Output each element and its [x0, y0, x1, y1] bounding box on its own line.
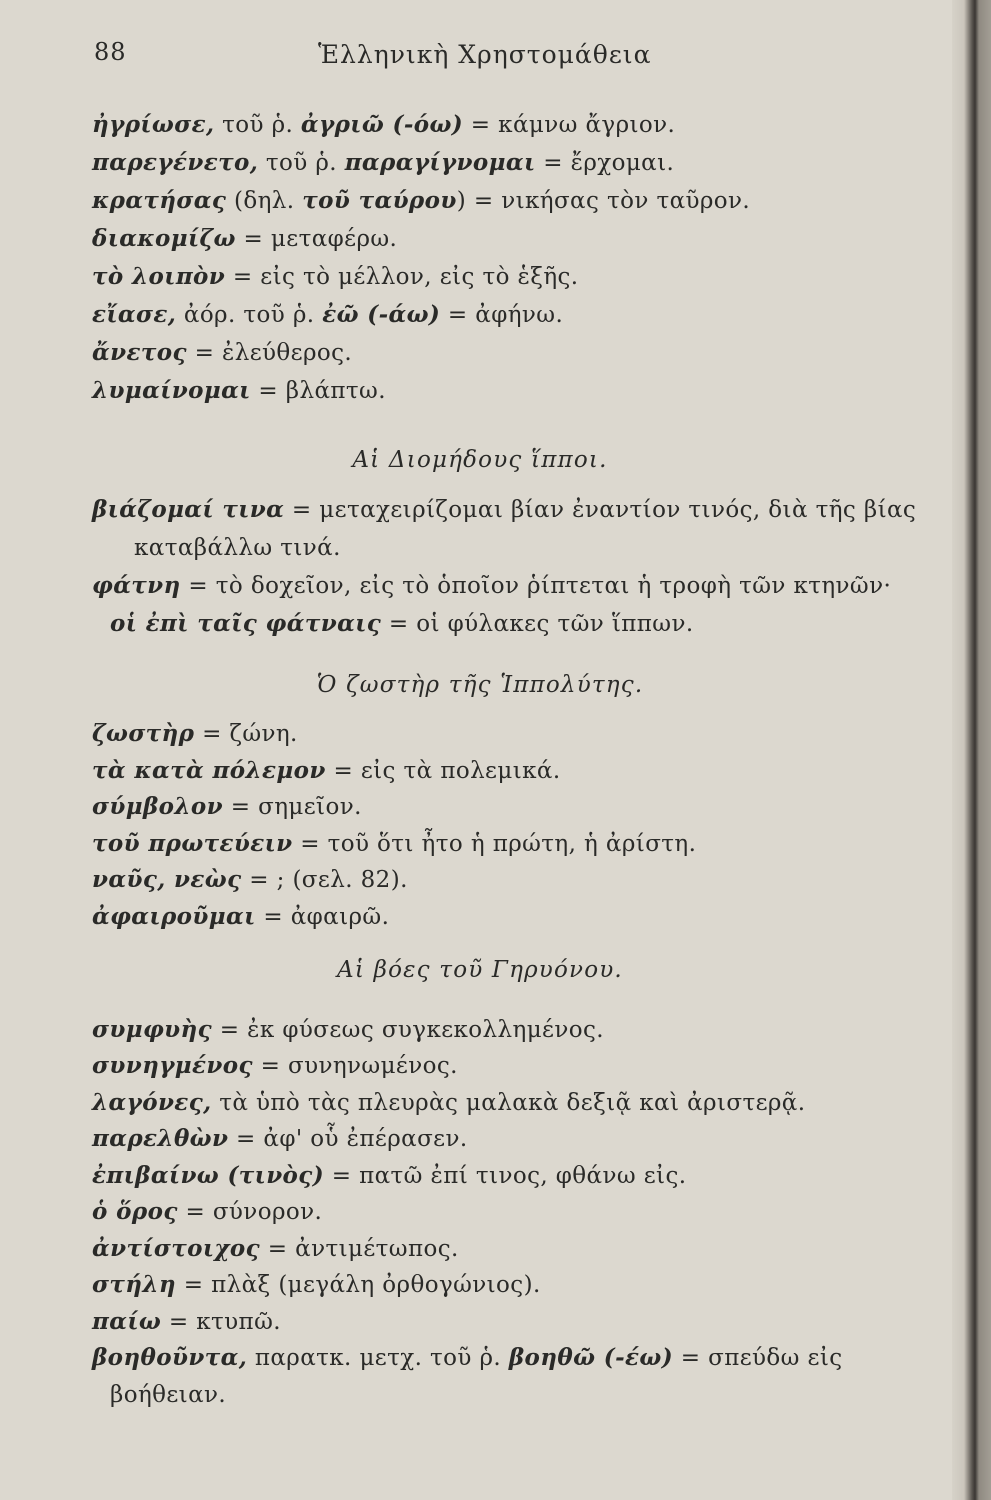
- definition-text: = τὸ δοχεῖον, εἰς τὸ ὁποῖον ῥίπτεται ἡ τροφὴ τῶν κτηνῶν·: [180, 573, 892, 599]
- definition-text: = κτυπῶ.: [161, 1308, 281, 1335]
- glossary-entry: [92, 372, 952, 410]
- definition-text: = σύνορον.: [177, 1199, 323, 1226]
- entry-line: [92, 605, 952, 643]
- glossary-entry: [92, 862, 952, 899]
- glossary-entry: [92, 1048, 952, 1085]
- glossary-entry: [92, 1304, 952, 1341]
- entry-line: [92, 106, 952, 144]
- glossary-entry: [92, 220, 952, 258]
- glossary-entry: [92, 1085, 952, 1122]
- definition-text: τοῦ ῥ.: [258, 150, 345, 176]
- entry-line: [92, 1121, 952, 1158]
- headword: εἴασε,: [92, 301, 177, 328]
- headword: βοηθῶ (-έω): [508, 1344, 674, 1372]
- glossary-entry: [92, 182, 952, 220]
- entry-line: [92, 491, 952, 529]
- glossary-entry: [92, 258, 952, 296]
- headword: παρεγένετο,: [92, 149, 259, 176]
- definition-text: = ; (σελ. 82).: [241, 867, 408, 894]
- section-heading: Αἱ Διομήδους ἵπποι.: [352, 447, 608, 473]
- definition-text: = συνηνωμένος.: [252, 1053, 458, 1080]
- definition-text: = κάμνω ἄγριον.: [463, 112, 676, 138]
- glossary-section: [92, 665, 952, 936]
- headword: λαγόνες,: [92, 1088, 212, 1116]
- section-heading: Αἱ βόες τοῦ Γηρυόνου.: [337, 956, 623, 983]
- headword: βοηθοῦντα,: [92, 1344, 248, 1372]
- definition-text: = ἔρχομαι.: [535, 150, 675, 176]
- definition-text: = εἰς τὰ πολεμικά.: [325, 757, 561, 784]
- headword: τοῦ πρωτεύειν: [92, 829, 293, 857]
- definition-text: τοῦ ῥ.: [214, 112, 301, 138]
- glossary: [92, 106, 952, 1413]
- entry-line: [92, 1048, 952, 1085]
- headword: ὁ ὅρος: [92, 1198, 178, 1226]
- definition-text: = βλάπτω.: [250, 378, 386, 404]
- entry-line: [92, 220, 952, 258]
- glossary-entry: [92, 1158, 952, 1195]
- definition-text: = ἐλεύθερος.: [186, 340, 353, 366]
- glossary-entry: [92, 334, 952, 372]
- glossary-entry: [92, 1194, 952, 1231]
- definition-text: = ἀφ' οὗ ἐπέρασεν.: [228, 1126, 468, 1153]
- glossary-entry: [92, 1231, 952, 1268]
- headword: τοῦ ταύρου: [302, 187, 457, 214]
- headword: ἐπιβαίνω (τινὸς): [92, 1161, 324, 1189]
- entry-line: [92, 182, 952, 220]
- entry-line: [92, 529, 952, 567]
- entry-line: [92, 826, 952, 863]
- headword: παίω: [92, 1307, 162, 1335]
- headword: ζωστὴρ: [92, 720, 195, 747]
- entry-line: [92, 862, 952, 899]
- definition-text: = σημεῖον.: [223, 794, 362, 821]
- page-number: 88: [94, 38, 127, 66]
- headword: τὸ λοιπὸν: [92, 263, 226, 290]
- headword: κρατήσας: [92, 187, 227, 214]
- glossary-entry: [92, 296, 952, 334]
- headword: διακομίζω: [92, 225, 236, 252]
- headword: σύμβολον: [92, 793, 223, 821]
- definition-text: = ζώνη.: [194, 721, 298, 747]
- definition-text: = μεταχειρίζομαι βίαν ἐναντίον τινός, διὰ τῆς βίας: [284, 497, 917, 523]
- glossary-entry: [92, 899, 952, 936]
- definition-text: καταβάλλω τινά.: [134, 535, 341, 561]
- entry-line: [92, 1267, 952, 1304]
- glossary-entry: [92, 567, 952, 643]
- definition-text: παρατκ. μετχ. τοῦ ῥ.: [247, 1345, 509, 1372]
- definition-text: = ἀντιμέτωπος.: [260, 1235, 459, 1262]
- glossary-entry: [92, 144, 952, 182]
- headword: συμφυὴς: [92, 1015, 213, 1043]
- definition-text: τὰ ὑπὸ τὰς πλευρὰς μαλακὰ δεξιᾷ καὶ ἀριστερᾷ.: [211, 1089, 806, 1116]
- headword: λυμαίνομαι: [92, 377, 251, 404]
- glossary-entry: [92, 106, 952, 144]
- headword: παραγίγνομαι: [344, 149, 536, 176]
- glossary-entry: [92, 789, 952, 826]
- headword: τὰ κατὰ πόλεμον: [92, 756, 326, 784]
- glossary-entry: [92, 1121, 952, 1158]
- glossary-entry: [92, 491, 952, 567]
- definition-text: = οἱ φύλακες τῶν ἵππων.: [381, 611, 694, 637]
- entry-line: [92, 899, 952, 936]
- headword: φάτνη: [92, 572, 181, 599]
- entry-line: [92, 1304, 952, 1341]
- definition-text: = μεταφέρω.: [235, 226, 398, 252]
- entry-line: [92, 372, 952, 410]
- section-heading: Ὁ ζωστὴρ τῆς Ἱππολύτης.: [316, 672, 644, 698]
- glossary-section: [92, 106, 952, 410]
- entry-line: [92, 1158, 952, 1195]
- headword: ἀγριῶ (-όω): [300, 111, 464, 138]
- running-title: Ἑλληνικὴ Χρηστομάθεια: [318, 40, 652, 69]
- entry-line: [92, 1340, 952, 1377]
- glossary-entry: [92, 1267, 952, 1304]
- glossary-entry: [92, 716, 952, 753]
- glossary-section: [92, 440, 952, 643]
- glossary-entry: [92, 826, 952, 863]
- definition-text: = πλὰξ (μεγάλη ὀρθογώνιος).: [176, 1272, 541, 1299]
- page-edge: [952, 0, 991, 1500]
- entry-line: [92, 334, 952, 372]
- headword: παρελθὼν: [92, 1125, 229, 1153]
- headword: στήλη: [92, 1271, 177, 1299]
- headword: ναῦς, νεὼς: [92, 866, 242, 894]
- definition-text: βοήθειαν.: [110, 1381, 227, 1408]
- glossary-entry: [92, 753, 952, 790]
- headword: βιάζομαί τινα: [92, 496, 285, 523]
- glossary-entry: [92, 1340, 952, 1413]
- entry-line: [92, 789, 952, 826]
- entry-line: [92, 716, 952, 753]
- headword: οἱ ἐπὶ ταῖς φάτναις: [110, 610, 382, 637]
- entry-line: [92, 753, 952, 790]
- definition-text: = πατῶ ἐπί τινος, φθάνω εἰς.: [324, 1162, 687, 1189]
- entry-line: [92, 258, 952, 296]
- glossary-entry: [92, 1012, 952, 1049]
- headword: ἐῶ (-άω): [322, 301, 441, 328]
- definition-text: = ἀφαιρῶ.: [255, 903, 390, 930]
- entry-line: [92, 296, 952, 334]
- entry-line: [92, 1231, 952, 1268]
- definition-text: = ἐκ φύσεως συγκεκολλημένος.: [212, 1016, 604, 1043]
- headword: συνηγμένος: [92, 1052, 253, 1080]
- definition-text: = τοῦ ὅτι ἦτο ἡ πρώτη, ἡ ἀρίστη.: [292, 830, 697, 857]
- entry-line: [92, 1012, 952, 1049]
- definition-text: ) = νικήσας τὸν ταῦρον.: [456, 188, 751, 214]
- definition-text: (δηλ.: [226, 188, 303, 214]
- definition-text: = ἀφήνω.: [440, 302, 564, 328]
- entry-line: [92, 1194, 952, 1231]
- entry-line: [92, 1377, 952, 1414]
- entry-line: [92, 567, 952, 605]
- headword: ἀφαιροῦμαι: [92, 902, 256, 930]
- definition-text: = εἰς τὸ μέλλον, εἰς τὸ ἑξῆς.: [225, 264, 579, 290]
- definition-text: = σπεύδω εἰς: [673, 1345, 843, 1372]
- definition-text: ἀόρ. τοῦ ῥ.: [176, 302, 323, 328]
- headword: ἀντίστοιχος: [92, 1234, 261, 1262]
- glossary-section: [92, 950, 952, 1414]
- headword: ἄνετος: [92, 339, 187, 366]
- headword: ἠγρίωσε,: [92, 111, 215, 138]
- entry-line: [92, 144, 952, 182]
- entry-line: [92, 1085, 952, 1122]
